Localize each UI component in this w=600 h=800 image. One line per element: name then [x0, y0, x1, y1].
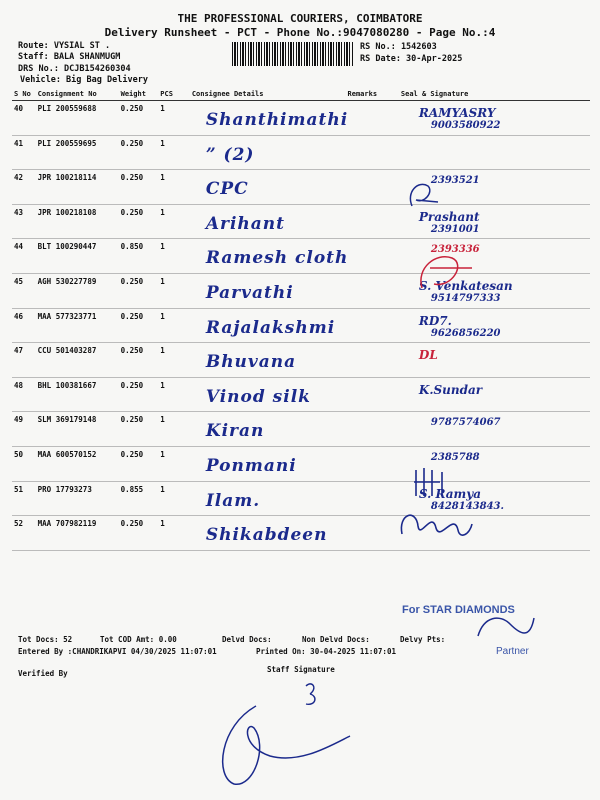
vehicle: Vehicle: Big Bag Delivery: [20, 75, 148, 85]
cell-consignment: JPR 100218114: [36, 170, 119, 205]
tot-cod: Tot COD Amt: 0.00: [100, 635, 177, 644]
cell-consignee: [190, 239, 349, 274]
signature-phone: 9787574067: [430, 417, 501, 429]
cell-remarks: [346, 377, 399, 412]
signature: K.Sundar: [418, 382, 483, 397]
staff-signature-label: Staff Signature: [267, 665, 335, 674]
table-row: [12, 308, 590, 343]
signature-phone: 2391001: [430, 223, 480, 235]
table-row: [12, 170, 590, 205]
table-row: [12, 135, 590, 170]
col-sno: S No: [12, 88, 36, 101]
col-weight: Weight: [119, 88, 159, 101]
cell-consignee: [190, 446, 346, 481]
cell-weight: 0.250: [119, 135, 159, 170]
table-row: [12, 239, 590, 274]
table-header-row: [12, 88, 590, 101]
consignee-name: Ponmani: [205, 455, 297, 476]
signature: S. Venkatesan: [418, 278, 513, 293]
table-row: [12, 412, 590, 447]
cell-consignee: [190, 101, 349, 136]
signature: RD7.: [418, 313, 452, 328]
cell-pcs: 1: [158, 481, 190, 516]
table-row: [12, 273, 590, 308]
signature-phone: 9626856220: [430, 327, 501, 339]
signature-phone: 2385788: [430, 451, 480, 463]
cell-pcs: 1: [158, 412, 190, 447]
cell-weight: 0.250: [119, 446, 159, 481]
rs-number: RS No.: 1542603: [360, 42, 437, 52]
table-row: [12, 446, 590, 481]
consignee-name: Vinod silk: [205, 386, 311, 407]
cell-consignment: PRO 17793273: [36, 481, 119, 516]
cell-consignment: PLI 200559688: [36, 101, 119, 136]
stamp-signature: [470, 606, 540, 646]
cell-consignment: MAA 707982119: [36, 516, 119, 551]
non-delvd-docs: Non Delvd Docs:: [302, 635, 370, 644]
cell-consignment: PLI 200559695: [36, 135, 119, 170]
cell-sno: 47: [12, 343, 36, 378]
cell-sno: 41: [12, 135, 36, 170]
cell-consignment: CCU 501403287: [36, 343, 119, 378]
cell-sno: 44: [12, 239, 36, 274]
cell-consignee: [190, 377, 346, 412]
cell-consignee: [190, 170, 346, 205]
cell-remarks: [346, 516, 399, 551]
cell-consignment: MAA 600570152: [36, 446, 119, 481]
signature: S. Ramya: [418, 486, 481, 501]
cell-weight: 0.850: [119, 239, 159, 274]
cell-seal: [399, 343, 590, 378]
route: Route: VYSIAL ST .: [18, 41, 111, 51]
cell-sno: 46: [12, 308, 36, 343]
cell-consignee: [190, 273, 346, 308]
col-consignee: Consignee Details: [190, 88, 346, 101]
cell-seal: [399, 412, 590, 447]
cell-seal: [399, 135, 590, 170]
cell-pcs: 1: [158, 516, 190, 551]
cell-consignee: [190, 343, 346, 378]
cell-weight: 0.855: [119, 481, 159, 516]
cell-remarks: [346, 101, 399, 136]
consignee-name: ” (2): [205, 144, 255, 165]
cell-consignee: [190, 481, 346, 516]
signature-phone: 9003580922: [430, 120, 501, 131]
cell-pcs: 1: [158, 273, 190, 308]
signature-phone: 9514797333: [430, 292, 501, 304]
cell-pcs: 1: [158, 239, 190, 274]
cell-pcs: 1: [158, 170, 190, 205]
consignee-name: CPC: [205, 179, 249, 200]
cell-remarks: [346, 343, 399, 378]
cell-remarks: [346, 412, 399, 447]
cell-sno: 51: [12, 481, 36, 516]
consignee-name: Shikabdeen: [205, 525, 328, 546]
consignee-name: Arihant: [205, 213, 286, 234]
cell-remarks: [346, 308, 399, 343]
cell-sno: 48: [12, 377, 36, 412]
cell-remarks: [346, 170, 399, 205]
signature: Prashant: [418, 209, 480, 224]
cell-sno: 52: [12, 516, 36, 551]
cell-pcs: 1: [158, 343, 190, 378]
cell-consignment: JPR 100218108: [36, 204, 119, 239]
cell-consignment: BLT 100290447: [36, 239, 119, 274]
drs-number: DRS No.: DCJB154260304: [18, 64, 131, 74]
signature: DL: [418, 348, 438, 363]
consignee-name: Parvathi: [205, 282, 294, 303]
cell-weight: 0.250: [119, 170, 159, 205]
tot-docs: Tot Docs: 52: [18, 635, 73, 644]
cell-pcs: 1: [158, 308, 190, 343]
cell-weight: 0.250: [119, 204, 159, 239]
cell-consignee: [190, 412, 346, 447]
sign-scribble-50: [396, 504, 476, 548]
cell-pcs: 1: [158, 204, 190, 239]
cell-consignee: [190, 135, 346, 170]
cell-seal: [399, 308, 590, 343]
company-title: THE PROFESSIONAL COURIERS, COIMBATORE: [177, 12, 423, 25]
signature: RAMYASRY: [418, 106, 496, 120]
sign-scribble-44: [412, 248, 482, 298]
cell-sno: 42: [12, 170, 36, 205]
cell-consignment: MAA 577323771: [36, 308, 119, 343]
delvy-pts: Delvy Pts:: [400, 635, 446, 644]
staff-signature: [210, 676, 360, 790]
delivery-table: [12, 88, 590, 551]
cell-sno: 43: [12, 204, 36, 239]
cell-remarks: [346, 446, 399, 481]
cell-remarks: [346, 239, 399, 274]
rs-date: RS Date: 30-Apr-2025: [360, 54, 463, 64]
table-row: [12, 101, 590, 136]
cell-weight: 0.250: [119, 308, 159, 343]
cell-consignee: [190, 516, 346, 551]
cell-sno: 50: [12, 446, 36, 481]
cell-weight: 0.250: [119, 343, 159, 378]
cell-consignment: AGH 530227789: [36, 273, 119, 308]
cell-weight: 0.250: [119, 412, 159, 447]
company-stamp: For STAR DIAMONDS: [402, 604, 515, 616]
cell-pcs: 1: [158, 135, 190, 170]
barcode: [232, 42, 354, 66]
col-consignment: Consignment No: [36, 88, 119, 101]
consignee-name: Kiran: [205, 421, 265, 442]
cell-seal: [399, 101, 590, 136]
verified-by: Verified By: [18, 669, 68, 678]
entered-by: Entered By :CHANDRIKAPVI 04/30/2025 11:07:01: [18, 647, 217, 656]
cell-seal: [399, 377, 590, 412]
printed-on: Printed On: 30-04-2025 11:07:01: [256, 647, 396, 656]
cell-pcs: 1: [158, 377, 190, 412]
table-row: [12, 377, 590, 412]
consignee-name: Ilam.: [205, 490, 261, 511]
cell-remarks: [346, 135, 399, 170]
cell-sno: 45: [12, 273, 36, 308]
col-remarks: Remarks: [346, 88, 399, 101]
cell-pcs: 1: [158, 101, 190, 136]
signature-phone: 8428143843.: [430, 500, 504, 512]
table-row: [12, 204, 590, 239]
cell-consignee: [190, 204, 346, 239]
consignee-name: Bhuvana: [205, 352, 297, 373]
cell-sno: 49: [12, 412, 36, 447]
cell-weight: 0.250: [119, 101, 159, 136]
sign-scribble-49: [410, 462, 470, 502]
signature-phone: 2393521: [430, 175, 480, 187]
signature-phone: 2393336: [430, 244, 480, 256]
cell-weight: 0.250: [119, 516, 159, 551]
cell-consignment: SLM 369179148: [36, 412, 119, 447]
sign-scribble-42: [404, 178, 444, 212]
cell-weight: 0.250: [119, 377, 159, 412]
stamp-partner: Partner: [496, 646, 529, 657]
table-row: [12, 516, 590, 551]
table-row: [12, 481, 590, 516]
cell-sno: 40: [12, 101, 36, 136]
cell-remarks: [346, 273, 399, 308]
cell-remarks: [346, 481, 399, 516]
cell-consignee: [190, 308, 346, 343]
delvd-docs: Delvd Docs:: [222, 635, 272, 644]
consignee-name: Rajalakshmi: [205, 317, 336, 338]
cell-remarks: [346, 204, 399, 239]
col-seal: Seal & Signature: [399, 88, 590, 101]
col-pcs: PCS: [158, 88, 190, 101]
staff: Staff: BALA SHANMUGM: [18, 52, 121, 62]
cell-weight: 0.250: [119, 273, 159, 308]
cell-pcs: 1: [158, 446, 190, 481]
consignee-name: Shanthimathi: [205, 110, 349, 130]
table-row: [12, 343, 590, 378]
runsheet-subtitle: Delivery Runsheet - PCT - Phone No.:9047080280 - Page No.:4: [104, 26, 496, 39]
cell-consignment: BHL 100381667: [36, 377, 119, 412]
consignee-name: Ramesh cloth: [205, 248, 349, 269]
